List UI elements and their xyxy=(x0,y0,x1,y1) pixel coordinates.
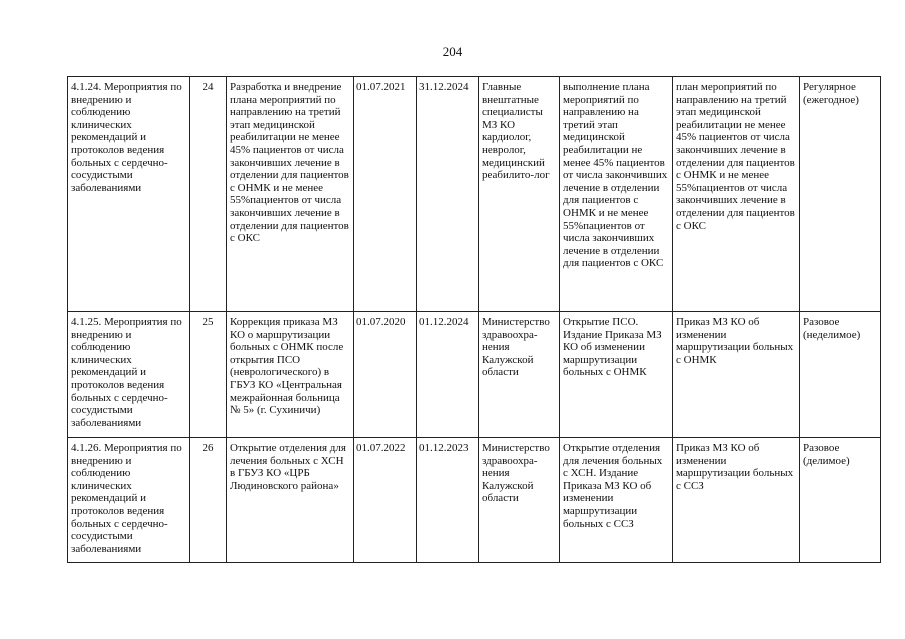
indicator-cell: Приказ МЗ КО об изменении маршрутизации больных с ОНМК xyxy=(673,312,800,438)
responsible-cell: Министерство здравоохра-нения Калужской области xyxy=(479,438,560,563)
indicator-cell: план мероприятий по направлению на третий этап медицинской реабилитации не менее 45% пациентов от числа закончивших лечение в отделении для пациентов с ОНМК и не менее 55%пациентов от числа закончивших лечение в отделении для пациентов с ОКС xyxy=(673,77,800,312)
result-cell: выполнение плана мероприятий по направлению на третий этап медицинской реабилитации не менее 45% пациентов от числа закончивших лечение в отделении для пациентов с ОНМК и не менее 55%пациентов от числа закончивших лечение в отделении для пациентов с ОКС xyxy=(560,77,673,312)
result-cell: Открытие ПСО. Издание Приказа МЗ КО об изменении маршрутизации больных с ОНМК xyxy=(560,312,673,438)
start-date-cell: 01.07.2021 xyxy=(354,77,417,312)
activity-cell: 4.1.26. Мероприятия по внедрению и соблюдению клинических рекомендаций и протоколов ведения больных с сердечно-сосудистыми заболеваниями xyxy=(68,438,190,563)
number-cell: 26 xyxy=(190,438,227,563)
indicator-cell: Приказ МЗ КО об изменении маршрутизации больных с ССЗ xyxy=(673,438,800,563)
number-cell: 25 xyxy=(190,312,227,438)
activity-plan-table xyxy=(67,76,881,563)
table-row xyxy=(68,438,881,563)
task-cell: Открытие отделения для лечения больных с ХСН в ГБУЗ КО «ЦРБ Людиновского района» xyxy=(227,438,354,563)
table-row xyxy=(68,312,881,438)
task-cell: Коррекция приказа МЗ КО о маршрутизации больных с ОНМК после открытия ПСО (неврологического) в ГБУЗ КО «Центральная межрайонная больница № 5» (г. Сухиничи) xyxy=(227,312,354,438)
type-cell: Регулярное (ежегодное) xyxy=(800,77,881,312)
page-number: 204 xyxy=(442,44,463,59)
end-date-cell: 01.12.2023 xyxy=(417,438,479,563)
start-date-cell: 01.07.2022 xyxy=(354,438,417,563)
type-cell: Разовое (неделимое) xyxy=(800,312,881,438)
table-row xyxy=(68,77,881,312)
number-cell: 24 xyxy=(190,77,227,312)
task-cell: Разработка и внедрение плана мероприятий по направлению на третий этап медицинской реабилитации не менее 45% пациентов от числа закончивших лечение в отделении для пациентов с ОНМК и не менее 55%пациентов от числа закончивших лечение в отделении для пациентов с ОКС xyxy=(227,77,354,312)
result-cell: Открытие отделения для лечения больных с ХСН. Издание Приказа МЗ КО об изменении маршрутизации больных с ССЗ xyxy=(560,438,673,563)
end-date-cell: 31.12.2024 xyxy=(417,77,479,312)
responsible-cell: Министерство здравоохра-нения Калужской области xyxy=(479,312,560,438)
activity-cell: 4.1.25. Мероприятия по внедрению и соблюдению клинических рекомендаций и протоколов ведения больных с сердечно-сосудистыми заболеваниями xyxy=(68,312,190,438)
activity-cell: 4.1.24. Мероприятия по внедрению и соблюдению клинических рекомендаций и протоколов ведения больных с сердечно-сосудистыми заболеваниями xyxy=(68,77,190,312)
type-cell: Разовое (делимое) xyxy=(800,438,881,563)
end-date-cell: 01.12.2024 xyxy=(417,312,479,438)
responsible-cell: Главные внештатные специалисты МЗ КО кардиолог, невролог, медицинский реабилито-лог xyxy=(479,77,560,312)
start-date-cell: 01.07.2020 xyxy=(354,312,417,438)
